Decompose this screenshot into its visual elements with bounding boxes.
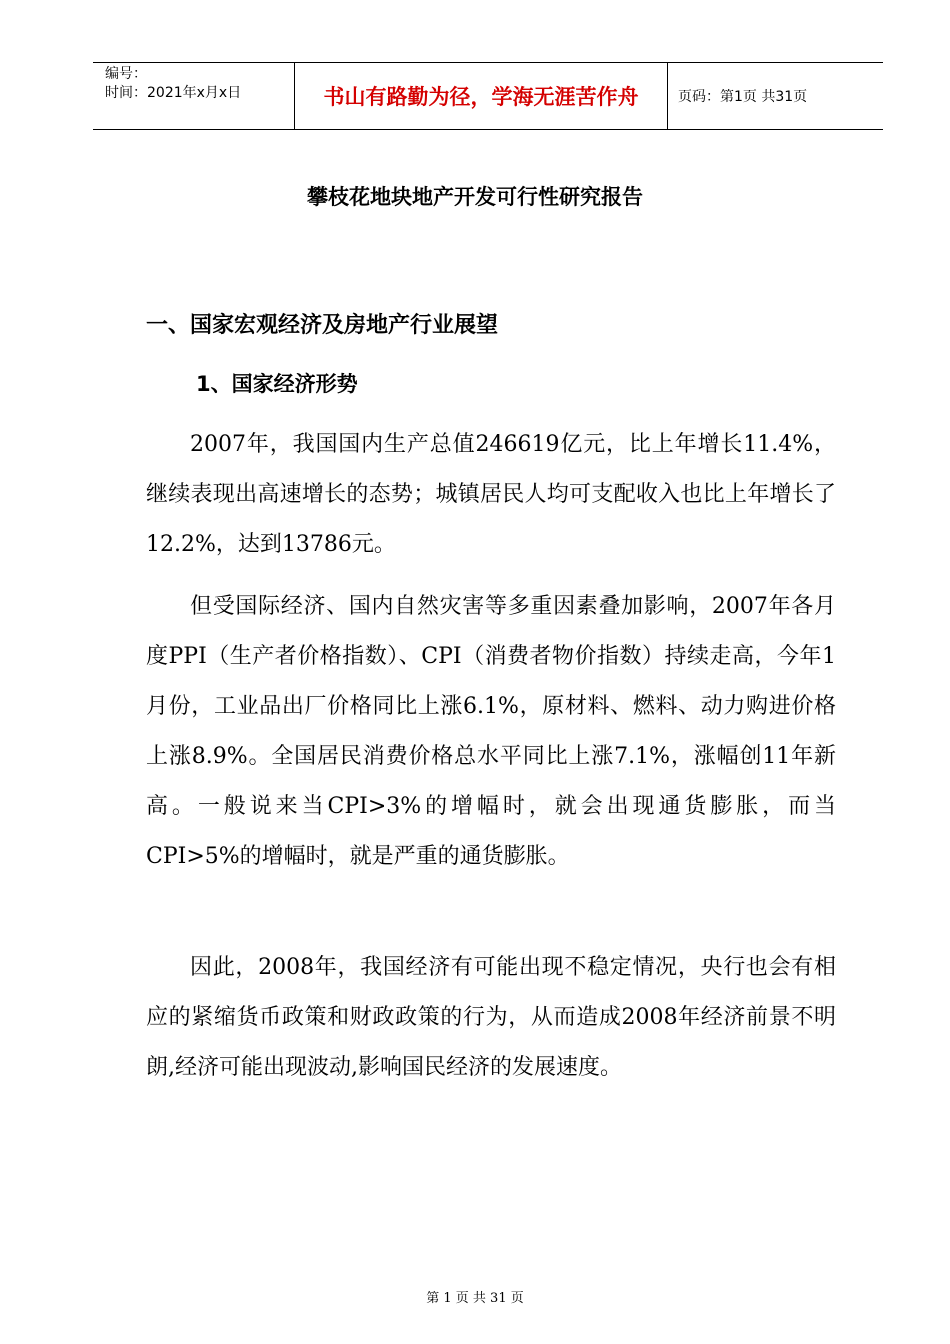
page-header (93, 62, 883, 130)
subsection-heading: 1、国家经济形势 (196, 372, 358, 396)
header-page-info: 页码：第1页 共31页 (678, 89, 808, 105)
time-label: 时间：2021年x月x日 (105, 85, 242, 101)
section-heading: 一、国家宏观经济及房地产行业展望 (146, 313, 499, 338)
header-motto: 书山有路勤为径，学海无涯苦作舟 (295, 63, 668, 129)
paragraph-outlook: 因此，2008年，我国经济有可能出现不稳定情况，央行也会有相应的紧缩货币政策和财政政策的行为，从而造成2008年经济前景不明朗,经济可能出现波动,影响国民经济的发展速度。 (146, 955, 836, 1080)
page-footer: 第 1 页 共 31 页 (426, 1291, 524, 1306)
number-label: 编号： (105, 66, 147, 82)
paragraph-gdp: 2007年，我国国内生产总值246619亿元，比上年增长11.4%，继续表现出高速增长的态势；城镇居民人均可支配收入也比上年增长了12.2%，达到13786元。 (146, 432, 836, 557)
paragraph-inflation: 但受国际经济、国内自然灾害等多重因素叠加影响，2007年各月度PPI（生产者价格指数）、CPI（消费者物价指数）持续走高，今年1月份，工业品出厂价格同比上涨6.1%，原材料、燃料、动力购进价格上涨8.9%。全国居民消费价格总水平同比上涨7.1%，涨幅创11年新高。一般说来当CPI>3%的增幅时，就会出现通货膨胀，而当CPI>5%的增幅时，就是严重的通货膨胀。 (146, 594, 836, 869)
header-meta (93, 63, 295, 129)
document-title: 攀枝花地块地产开发可行性研究报告 (307, 185, 643, 209)
